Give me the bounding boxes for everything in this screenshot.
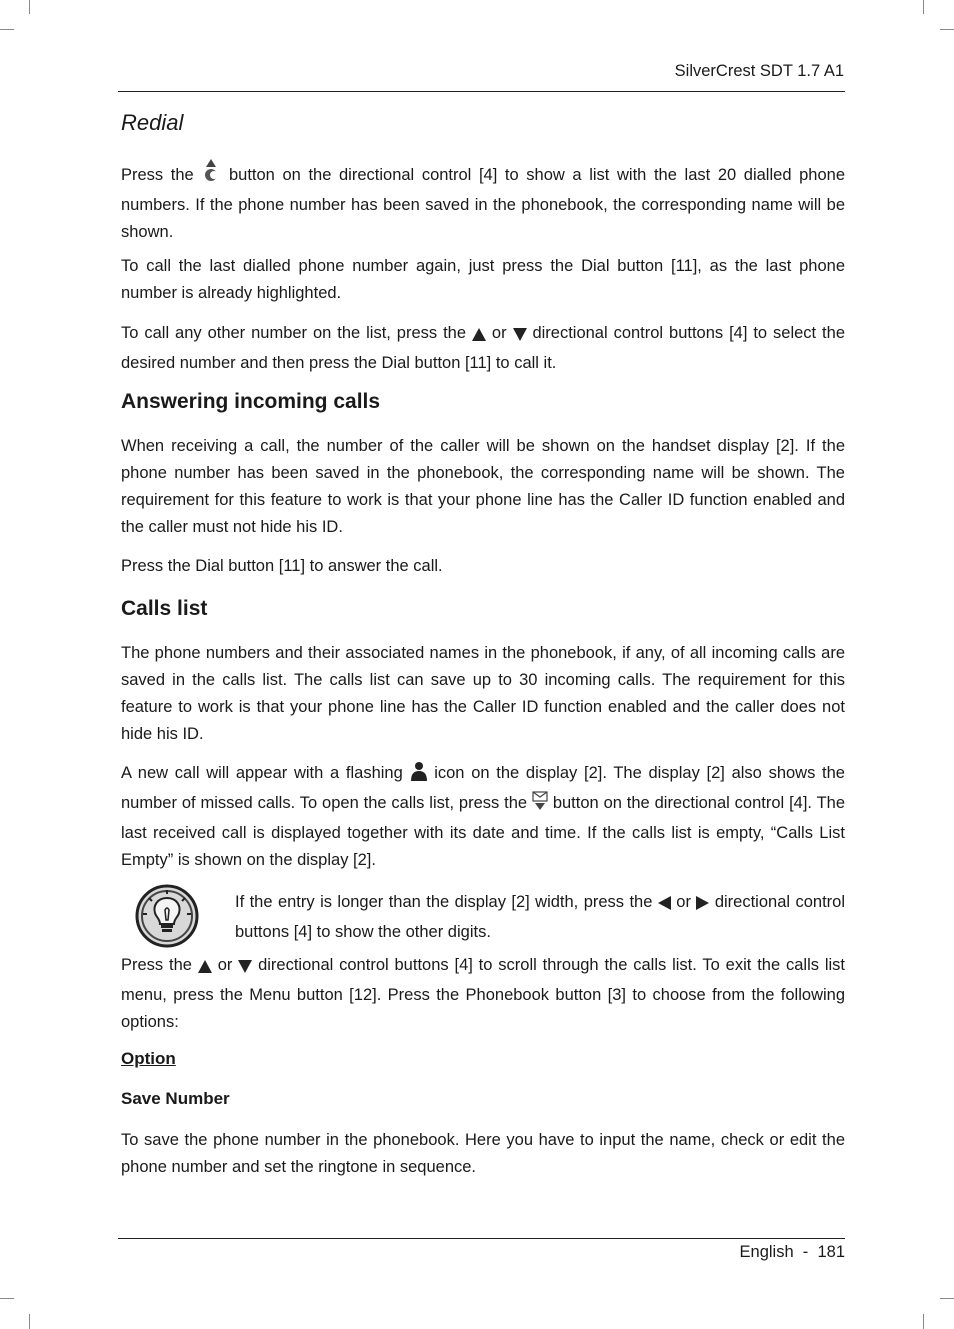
arrow-up-icon [472,323,486,350]
lightbulb-tip-icon [135,884,199,948]
arrow-left-icon [658,892,671,919]
crop-mark [923,0,924,14]
calls-list-paragraph-3 [121,952,845,1036]
text: directional control buttons [4] to show the other digits. [235,893,845,941]
text: button on the directional control [4]. The last received call is displayed together with its date and time. If the calls list is empty, “Calls List Empty” is shown on the display [2]. [121,794,846,869]
option-heading: Option [121,1049,176,1068]
arrow-right-icon [696,892,709,919]
text: To call any other number on the list, press the [121,324,467,342]
text: directional control buttons [4] to select the desired number and then press the Dial button [11] to call it. [121,324,845,372]
text: A new call will appear with a flashing [121,764,403,782]
tip-note [235,889,845,946]
save-number-heading: Save Number [121,1089,230,1108]
header-rule [118,91,845,92]
text: Press the [121,166,194,184]
calls-list-heading: Calls list [121,597,208,620]
text: To save the phone number in the phonebook. Here you have to input the name, check or edit the phone number and set the ringtone in sequence. [121,1131,845,1176]
text: or [217,956,233,974]
crop-mark [940,1298,954,1299]
text: To call the last dialled phone number again, just press the Dial button [11], as the last phone number is already highlighted. [121,257,845,302]
text: Press the Dial button [11] to answer the call. [121,557,443,575]
text: icon on the display [2]. The display [2] also shows the number of missed calls. To open the calls list, press the [121,764,845,812]
text: or [491,324,507,342]
text: The phone numbers and their associated names in the phonebook, if any, of all incoming calls are saved in the calls list. The calls list can save up to 30 incoming calls. The requirement for this feature to work is that your phone line has the Caller ID function enabled and the caller does not hide his ID. [121,644,845,743]
crop-mark [940,29,954,30]
answering-heading: Answering incoming calls [121,390,381,413]
text: Press the [121,956,192,974]
crop-mark [0,1298,14,1299]
calls-list-button-icon [532,791,548,820]
crop-mark [0,29,14,30]
text: button on the directional control [4] to show a list with the last 20 dialled phone numbers. If the phone number has been saved in the phonebook, the corresponding name will be shown. [121,166,845,241]
caller-person-icon [410,761,428,790]
text: or [676,893,691,911]
save-number-paragraph [121,1127,845,1181]
redial-paragraph-3 [121,320,845,377]
calls-list-paragraph-1 [121,640,845,748]
arrow-down-icon [513,323,527,350]
crop-mark [923,1314,924,1329]
text: directional control buttons [4] to scroll through the calls list. To exit the calls list menu, press the Menu button [12]. Press the Phonebook button [3] to choose from the following options: [121,956,846,1031]
calls-list-paragraph-2 [121,760,845,874]
crop-mark [29,0,30,14]
footer-rule [118,1238,845,1239]
page-footer: English - 181 [739,1243,845,1261]
answering-paragraph-1 [121,433,845,541]
arrow-down-icon [238,955,252,982]
answering-paragraph-2 [121,553,845,580]
crop-mark [29,1314,30,1329]
text: When receiving a call, the number of the caller will be shown on the handset display [2]. If the phone number has been saved in the phonebook, the corresponding name will be shown. The requirement for this feature to work is that your phone line has the Caller ID function enabled and the caller must not hide his ID. [121,437,845,536]
redial-heading: Redial [121,110,184,135]
redial-button-icon [201,159,221,192]
page-header-title: SilverCrest SDT 1.7 A1 [674,62,844,80]
redial-paragraph-1 [121,159,845,246]
redial-paragraph-2 [121,253,845,307]
text: If the entry is longer than the display [2] width, press the [235,893,653,911]
arrow-up-icon [198,955,212,982]
